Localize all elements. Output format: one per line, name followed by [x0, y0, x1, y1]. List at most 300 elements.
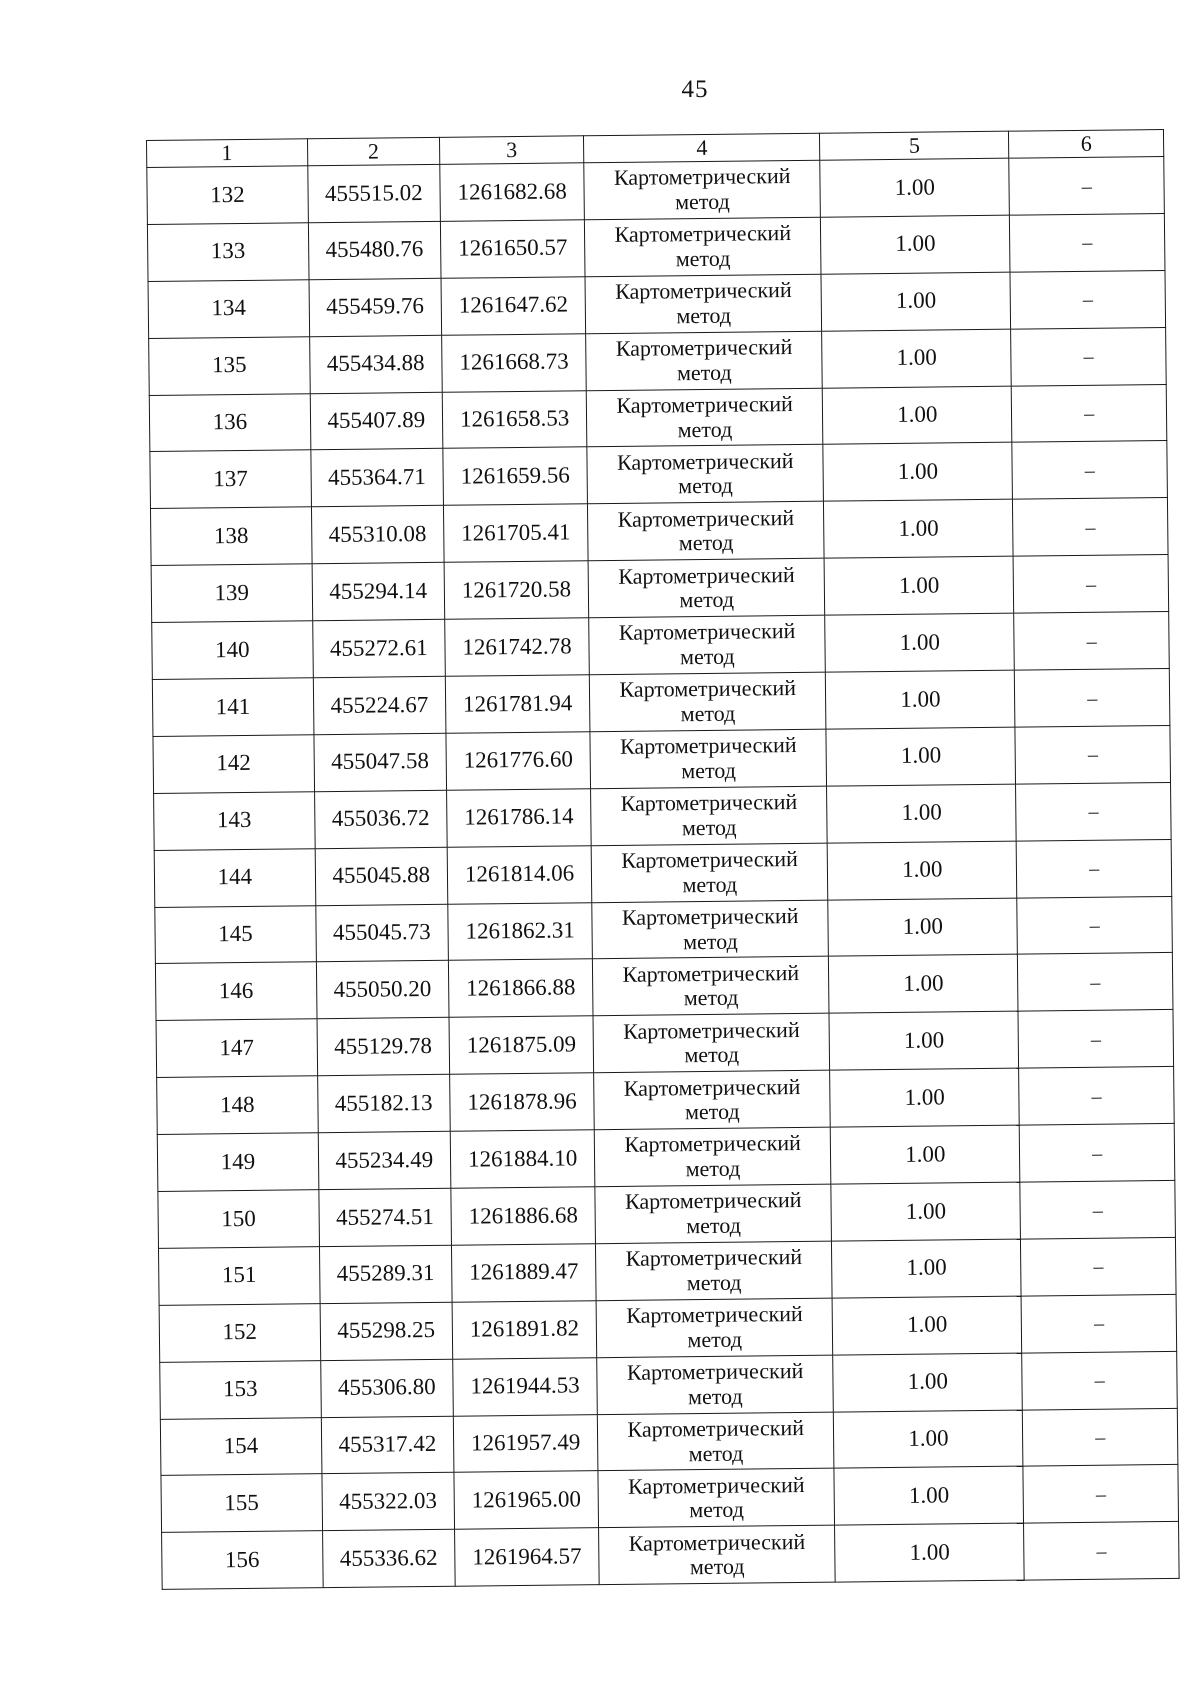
y-coordinate-text: 1261964.57 — [472, 1543, 582, 1570]
point-number-cell — [157, 1133, 318, 1192]
x-coordinate-text: 455289.31 — [336, 1260, 435, 1287]
note-cell — [1010, 213, 1165, 272]
y-coordinate-text: 1261668.73 — [459, 348, 569, 375]
point-number-text: 146 — [218, 977, 254, 1004]
point-number-cell — [152, 678, 313, 737]
method-cell — [593, 957, 830, 1016]
method-text: Картометрический метод — [613, 163, 791, 215]
precision-text: 1.00 — [908, 1482, 950, 1508]
method-text: Картометрический метод — [623, 1016, 800, 1068]
y-coordinate-text: 1261965.00 — [471, 1486, 582, 1513]
note-cell — [1018, 1010, 1173, 1069]
method-cell — [585, 274, 822, 333]
note-text: – — [1089, 857, 1100, 881]
y-coordinate-text: 1261720.58 — [461, 576, 572, 603]
x-coordinate-text: 455045.88 — [332, 862, 431, 889]
point-number-cell — [158, 1190, 319, 1249]
point-number-cell — [161, 1474, 322, 1533]
method-text: Картометрический метод — [620, 789, 798, 840]
method-cell — [588, 558, 825, 617]
note-text: – — [1088, 801, 1099, 824]
method-text: Картометрический метод — [615, 277, 792, 328]
point-number-cell — [154, 792, 315, 851]
method-cell — [587, 388, 824, 447]
note-cell — [1016, 782, 1171, 841]
x-coordinate-text: 455129.78 — [334, 1032, 433, 1059]
precision-text: 1.00 — [897, 401, 938, 427]
precision-cell — [826, 670, 1016, 729]
method-text: Картометрический метод — [628, 1528, 806, 1580]
point-number-text: 141 — [215, 693, 251, 719]
precision-cell — [824, 556, 1014, 615]
method-text: Картометрический метод — [625, 1244, 803, 1296]
point-number-cell — [150, 450, 311, 509]
x-coordinate-text: 455050.20 — [333, 975, 432, 1003]
note-cell — [1021, 1237, 1176, 1296]
x-coordinate-text: 455317.42 — [338, 1431, 437, 1458]
method-cell — [590, 672, 827, 731]
method-cell — [590, 729, 827, 788]
point-number-text: 149 — [220, 1148, 256, 1174]
y-coordinate-text: 1261866.88 — [466, 974, 576, 1001]
y-coordinate-text: 1261957.49 — [470, 1429, 581, 1456]
note-cell — [1010, 270, 1165, 329]
precision-text: 1.00 — [903, 970, 944, 996]
x-coordinate-text: 455045.73 — [332, 919, 431, 946]
y-coordinate-text: 1261862.31 — [465, 917, 575, 944]
y-coordinate-text: 1261781.94 — [462, 689, 573, 717]
x-coordinate-text: 455306.80 — [337, 1374, 436, 1401]
point-number-text: 147 — [219, 1034, 255, 1061]
note-text: – — [1085, 516, 1096, 539]
method-text: Картометрический метод — [624, 1130, 802, 1182]
x-coordinate-cell — [317, 1075, 450, 1133]
y-coordinate-text: 1261742.78 — [462, 633, 572, 660]
note-cell — [1022, 1351, 1177, 1410]
precision-cell — [822, 329, 1012, 388]
note-cell — [1023, 1465, 1178, 1524]
note-cell — [1021, 1294, 1176, 1353]
y-coordinate-text: 1261776.60 — [463, 746, 574, 774]
method-text: Картометрический метод — [617, 504, 795, 556]
point-number-cell — [160, 1417, 321, 1476]
method-cell — [587, 445, 824, 504]
y-coordinate-cell — [447, 845, 592, 903]
note-cell — [1013, 555, 1168, 614]
precision-text: 1.00 — [896, 344, 937, 371]
precision-text: 1.00 — [899, 629, 941, 655]
method-text: Картометрический метод — [616, 447, 794, 499]
point-number-text: 154 — [223, 1432, 259, 1459]
x-coordinate-cell — [311, 506, 444, 564]
note-cell — [1020, 1180, 1175, 1239]
point-number-text: 132 — [210, 181, 245, 207]
x-coordinate-cell — [319, 1188, 452, 1246]
method-text: Картометрический метод — [626, 1357, 804, 1409]
method-text: Картометрический метод — [626, 1301, 803, 1352]
x-coordinate-cell — [319, 1245, 452, 1303]
y-coordinate-text: 1261659.56 — [460, 462, 570, 489]
x-coordinate-text: 455336.62 — [339, 1544, 438, 1571]
precision-text: 1.00 — [894, 173, 936, 200]
y-coordinate-text: 1261814.06 — [464, 860, 575, 887]
precision-cell — [834, 1467, 1024, 1526]
y-coordinate-cell — [454, 1471, 599, 1529]
x-coordinate-cell — [321, 1416, 454, 1474]
column-header-3: 3 — [439, 136, 584, 165]
point-number-text: 150 — [221, 1205, 256, 1231]
y-coordinate-cell — [442, 333, 587, 391]
point-number-cell — [147, 223, 308, 282]
x-coordinate-cell — [309, 278, 442, 336]
y-coordinate-cell — [443, 504, 588, 562]
method-text: Картометрический метод — [627, 1414, 805, 1466]
page-number: 45 — [681, 76, 709, 103]
note-text: – — [1082, 232, 1093, 255]
note-text: – — [1087, 744, 1099, 767]
point-number-text: 140 — [214, 636, 250, 662]
note-text: – — [1084, 459, 1095, 482]
x-coordinate-text: 455294.14 — [329, 577, 428, 604]
precision-text: 1.00 — [907, 1368, 949, 1395]
precision-cell — [829, 1011, 1019, 1070]
coordinates-table-container — [146, 129, 1180, 1590]
x-coordinate-text: 455298.25 — [337, 1317, 436, 1344]
y-coordinate-text: 1261878.96 — [467, 1088, 577, 1115]
y-coordinate-text: 1261891.82 — [469, 1315, 580, 1342]
note-cell — [1024, 1522, 1179, 1581]
point-number-text: 136 — [212, 409, 248, 435]
y-coordinate-cell — [442, 390, 587, 448]
column-header-4: 4 — [584, 133, 820, 163]
precision-cell — [824, 499, 1014, 558]
precision-cell — [834, 1410, 1024, 1469]
note-cell — [1012, 441, 1167, 500]
method-text: Картометрический метод — [615, 334, 793, 385]
x-coordinate-cell — [322, 1530, 455, 1588]
y-coordinate-text: 1261944.53 — [470, 1372, 580, 1399]
method-cell — [592, 900, 829, 959]
note-cell — [1009, 156, 1164, 215]
note-cell — [1018, 953, 1173, 1012]
x-coordinate-cell — [314, 733, 447, 791]
note-text: – — [1082, 289, 1094, 312]
precision-cell — [823, 443, 1013, 502]
method-text: Картометрический метод — [618, 618, 796, 670]
point-number-cell — [149, 336, 310, 395]
x-coordinate-cell — [320, 1359, 453, 1417]
note-cell — [1014, 612, 1169, 671]
y-coordinate-text: 1261884.10 — [467, 1145, 578, 1172]
x-coordinate-text: 455310.08 — [328, 520, 427, 547]
method-text: Картометрический метод — [619, 732, 797, 784]
point-number-cell — [157, 1076, 318, 1135]
method-cell — [593, 1014, 830, 1073]
precision-text: 1.00 — [906, 1254, 947, 1281]
method-cell — [598, 1412, 835, 1471]
precision-text: 1.00 — [903, 1027, 945, 1053]
precision-cell — [827, 841, 1017, 900]
note-text: – — [1095, 1426, 1106, 1449]
point-number-text: 139 — [214, 579, 250, 606]
x-coordinate-text: 455047.58 — [330, 748, 430, 775]
note-cell — [1015, 668, 1170, 727]
note-text: – — [1094, 1369, 1105, 1393]
precision-text: 1.00 — [901, 856, 943, 883]
note-text: – — [1085, 573, 1097, 596]
point-number-text: 138 — [213, 522, 249, 549]
precision-text: 1.00 — [898, 515, 939, 541]
method-cell — [589, 615, 826, 674]
y-coordinate-text: 1261786.14 — [464, 803, 574, 830]
y-coordinate-text: 1261889.47 — [469, 1258, 579, 1286]
precision-text: 1.00 — [906, 1311, 948, 1338]
method-cell — [591, 786, 828, 845]
point-number-text: 143 — [216, 807, 252, 833]
x-coordinate-cell — [317, 1018, 450, 1076]
x-coordinate-text: 455480.76 — [325, 236, 424, 263]
note-text: – — [1090, 1028, 1102, 1051]
point-number-text: 133 — [210, 238, 246, 264]
precision-cell — [821, 272, 1011, 331]
point-number-cell — [148, 280, 309, 339]
note-text: – — [1095, 1483, 1107, 1506]
precision-text: 1.00 — [895, 230, 936, 257]
column-header-2: 2 — [307, 137, 439, 165]
note-text: – — [1096, 1540, 1107, 1563]
precision-text: 1.00 — [895, 287, 937, 314]
precision-text: 1.00 — [909, 1539, 950, 1565]
point-number-text: 152 — [222, 1319, 258, 1345]
table-body — [147, 156, 1179, 1589]
x-coordinate-text: 455459.76 — [326, 293, 425, 320]
point-number-cell — [154, 848, 315, 907]
point-number-text: 148 — [219, 1091, 255, 1118]
note-text: – — [1091, 1085, 1102, 1108]
precision-cell — [822, 386, 1012, 445]
method-text: Картометрический метод — [624, 1187, 802, 1239]
x-coordinate-cell — [315, 847, 448, 905]
note-cell — [1017, 839, 1172, 898]
method-text: Картометрический метод — [627, 1471, 805, 1523]
precision-cell — [825, 613, 1015, 672]
y-coordinate-cell — [450, 1130, 595, 1188]
precision-cell — [831, 1182, 1021, 1241]
precision-cell — [832, 1239, 1022, 1298]
y-coordinate-cell — [446, 789, 591, 847]
x-coordinate-text: 455434.88 — [326, 350, 425, 377]
precision-text: 1.00 — [900, 742, 942, 769]
coordinates-table — [146, 129, 1180, 1590]
precision-cell — [832, 1296, 1022, 1355]
method-cell — [585, 217, 822, 276]
method-cell — [584, 160, 821, 219]
note-text: – — [1089, 914, 1100, 937]
point-number-text: 153 — [222, 1376, 258, 1402]
point-number-cell — [150, 507, 311, 566]
method-text: Картометрический метод — [616, 390, 794, 442]
point-number-text: 144 — [217, 864, 253, 890]
point-number-text: 151 — [221, 1262, 257, 1288]
point-number-cell — [152, 621, 313, 680]
note-text: – — [1081, 175, 1092, 198]
precision-text: 1.00 — [905, 1197, 947, 1224]
point-number-cell — [153, 735, 314, 794]
y-coordinate-cell — [454, 1528, 599, 1586]
point-number-cell — [155, 905, 316, 964]
x-coordinate-cell — [320, 1302, 453, 1360]
note-text: – — [1093, 1256, 1104, 1279]
note-cell — [1023, 1408, 1178, 1467]
point-number-cell — [160, 1360, 321, 1419]
x-coordinate-text: 455407.89 — [327, 407, 426, 434]
precision-text: 1.00 — [900, 685, 941, 712]
x-coordinate-cell — [308, 221, 441, 279]
x-coordinate-cell — [311, 449, 444, 507]
method-cell — [591, 843, 828, 902]
precision-cell — [830, 1125, 1020, 1184]
y-coordinate-cell — [444, 561, 589, 619]
y-coordinate-cell — [446, 732, 591, 790]
y-coordinate-text: 1261705.41 — [461, 519, 571, 546]
precision-text: 1.00 — [897, 458, 939, 484]
method-cell — [588, 502, 825, 561]
x-coordinate-cell — [314, 790, 447, 848]
precision-text: 1.00 — [905, 1141, 946, 1167]
y-coordinate-cell — [440, 163, 585, 221]
y-coordinate-cell — [445, 618, 590, 676]
x-coordinate-cell — [310, 392, 443, 450]
point-number-text: 135 — [211, 352, 247, 378]
x-coordinate-text: 455515.02 — [324, 179, 423, 206]
point-number-cell — [159, 1304, 320, 1363]
note-text: – — [1092, 1142, 1103, 1165]
x-coordinate-cell — [307, 164, 440, 222]
point-number-text: 137 — [213, 465, 248, 492]
method-cell — [595, 1127, 832, 1186]
point-number-text: 145 — [218, 921, 253, 947]
point-number-cell — [151, 564, 312, 623]
point-number-text: 142 — [216, 750, 251, 776]
x-coordinate-text: 455364.71 — [327, 463, 426, 491]
y-coordinate-cell — [448, 959, 593, 1017]
note-cell — [1011, 327, 1166, 386]
x-coordinate-cell — [318, 1131, 451, 1189]
y-coordinate-text: 1261886.68 — [468, 1201, 578, 1229]
point-number-cell — [147, 166, 308, 225]
point-number-cell — [158, 1247, 319, 1306]
note-cell — [1012, 384, 1167, 443]
method-cell — [596, 1241, 833, 1300]
precision-cell — [828, 898, 1018, 957]
note-cell — [1019, 1067, 1174, 1126]
note-cell — [1017, 896, 1172, 955]
y-coordinate-text: 1261650.57 — [458, 234, 568, 262]
method-text: Картометрический метод — [614, 220, 792, 272]
method-text: Картометрический метод — [618, 561, 795, 613]
x-coordinate-cell — [316, 961, 449, 1019]
note-text: – — [1092, 1199, 1103, 1222]
y-coordinate-cell — [449, 1016, 594, 1074]
x-coordinate-text: 455036.72 — [331, 805, 430, 832]
y-coordinate-cell — [440, 220, 585, 278]
x-coordinate-cell — [312, 563, 445, 621]
y-coordinate-cell — [451, 1187, 596, 1245]
precision-cell — [835, 1523, 1025, 1582]
note-text: – — [1093, 1313, 1105, 1336]
note-cell — [1013, 498, 1168, 557]
note-text: – — [1086, 630, 1097, 653]
note-text: – — [1083, 345, 1094, 369]
method-text: Картометрический метод — [621, 902, 799, 954]
note-cell — [1015, 725, 1170, 784]
point-number-text: 134 — [211, 295, 247, 321]
method-cell — [598, 1469, 835, 1528]
method-cell — [596, 1298, 833, 1357]
precision-cell — [821, 215, 1011, 274]
method-text: Картометрический метод — [622, 959, 800, 1011]
precision-cell — [827, 784, 1017, 843]
point-number-cell — [156, 1019, 317, 1078]
y-coordinate-text: 1261682.68 — [457, 177, 567, 205]
precision-text: 1.00 — [898, 572, 940, 598]
method-cell — [595, 1184, 832, 1243]
point-number-text: 155 — [224, 1489, 259, 1516]
point-number-cell — [162, 1531, 323, 1590]
x-coordinate-text: 455234.49 — [335, 1146, 434, 1173]
x-coordinate-cell — [309, 335, 442, 393]
method-cell — [594, 1070, 831, 1129]
x-coordinate-text: 455274.51 — [335, 1203, 434, 1230]
x-coordinate-cell — [312, 619, 445, 677]
precision-text: 1.00 — [902, 913, 944, 939]
note-text: – — [1090, 971, 1101, 994]
note-cell — [1020, 1124, 1175, 1183]
precision-cell — [826, 727, 1016, 786]
precision-cell — [820, 158, 1010, 217]
note-text: – — [1084, 402, 1095, 425]
method-text: Картометрический метод — [619, 675, 797, 727]
x-coordinate-text: 455182.13 — [334, 1089, 433, 1116]
x-coordinate-cell — [313, 676, 446, 734]
x-coordinate-cell — [315, 904, 448, 962]
y-coordinate-cell — [452, 1301, 597, 1359]
y-coordinate-text: 1261875.09 — [466, 1031, 577, 1058]
point-number-cell — [149, 393, 310, 452]
y-coordinate-cell — [451, 1244, 596, 1302]
method-text: Картометрический метод — [623, 1073, 801, 1125]
point-number-cell — [155, 962, 316, 1021]
point-number-text: 156 — [224, 1546, 260, 1573]
column-header-5: 5 — [820, 131, 1009, 160]
y-coordinate-cell — [445, 675, 590, 733]
y-coordinate-text: 1261647.62 — [458, 291, 569, 318]
precision-cell — [829, 955, 1019, 1014]
x-coordinate-text: 455322.03 — [338, 1487, 438, 1515]
y-coordinate-text: 1261658.53 — [459, 405, 570, 432]
y-coordinate-cell — [441, 277, 586, 335]
method-text: Картометрический метод — [621, 845, 798, 897]
method-cell — [586, 331, 823, 390]
x-coordinate-text: 455224.67 — [330, 691, 429, 718]
precision-text: 1.00 — [908, 1425, 949, 1451]
precision-cell — [833, 1353, 1023, 1412]
method-cell — [597, 1355, 834, 1414]
y-coordinate-cell — [450, 1073, 595, 1131]
note-text: – — [1087, 687, 1098, 710]
precision-text: 1.00 — [904, 1084, 945, 1110]
y-coordinate-cell — [443, 447, 588, 505]
